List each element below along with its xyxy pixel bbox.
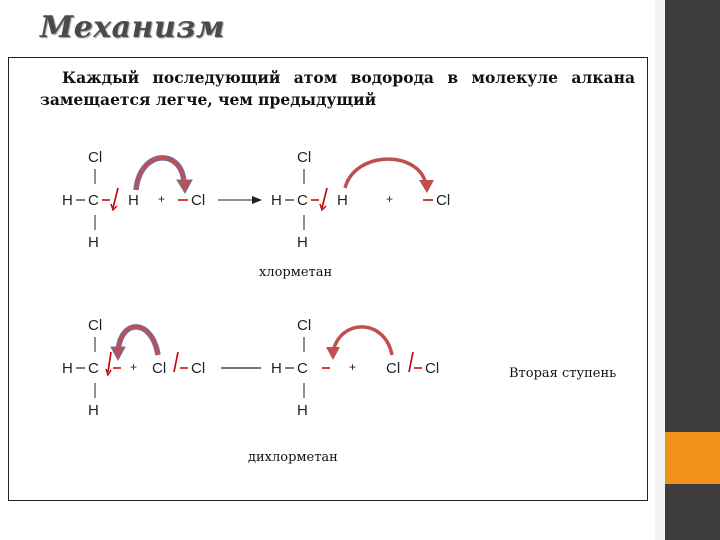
atom-cl: Cl	[191, 192, 206, 209]
atom-cl: Cl	[425, 360, 440, 377]
atom-cl: Cl	[88, 317, 103, 334]
product-molecule-1	[271, 149, 348, 251]
atom-h: H	[271, 192, 282, 209]
reaction-1	[62, 149, 450, 280]
step-label: Вторая ступень	[509, 366, 617, 381]
atom-h: H	[88, 402, 99, 419]
electron-shift-arrow	[108, 352, 111, 372]
atom-c: C	[297, 192, 308, 209]
intro-line-1: Каждый последующий атом водорода в молекуле алкана	[62, 68, 635, 87]
atom-c: C	[297, 360, 308, 377]
atom-h: H	[337, 192, 348, 209]
curved-arrow-head	[177, 180, 192, 193]
plus-sign: +	[386, 192, 394, 206]
atom-cl: Cl	[297, 317, 312, 334]
reaction-2	[62, 317, 616, 465]
atom-cl: Cl	[191, 360, 206, 377]
curved-arrow-head	[111, 347, 125, 360]
electron-shift-arrow	[322, 188, 327, 208]
plus-sign: +	[130, 360, 138, 374]
atom-h: H	[62, 360, 73, 377]
atom-cl: Cl	[88, 149, 103, 166]
plus-sign: +	[349, 360, 357, 374]
atom-c: C	[88, 192, 99, 209]
atom-cl: Cl	[297, 149, 312, 166]
atom-cl: Cl	[436, 192, 451, 209]
plus-sign: +	[158, 192, 166, 206]
slide-title: Механизм	[40, 10, 225, 45]
atom-h: H	[128, 192, 139, 209]
electron-shift-arrow	[113, 188, 118, 208]
reactant-molecule-2	[62, 317, 121, 419]
electron-shift-arrow	[174, 352, 178, 372]
atom-h: H	[88, 234, 99, 251]
reactant-molecule-1	[62, 149, 139, 251]
atom-h: H	[297, 234, 308, 251]
atom-cl: Cl	[152, 360, 167, 377]
atom-c: C	[88, 360, 99, 377]
curved-arrow-head	[326, 347, 340, 360]
curved-arrow	[345, 159, 426, 188]
intro-line-2: замещается легче, чем предыдущий	[40, 90, 377, 109]
atom-h: H	[271, 360, 282, 377]
atom-cl: Cl	[386, 360, 401, 377]
product-label-dichloromethane: дихлорметан	[248, 450, 338, 465]
product-molecule-2	[271, 317, 330, 419]
product-label-chloromethane: хлорметан	[259, 265, 333, 280]
electron-shift-arrow	[409, 352, 413, 372]
curved-arrow-head	[419, 180, 434, 193]
atom-h: H	[62, 192, 73, 209]
atom-h: H	[297, 402, 308, 419]
curved-arrow	[118, 327, 158, 355]
curved-arrow	[333, 327, 392, 355]
